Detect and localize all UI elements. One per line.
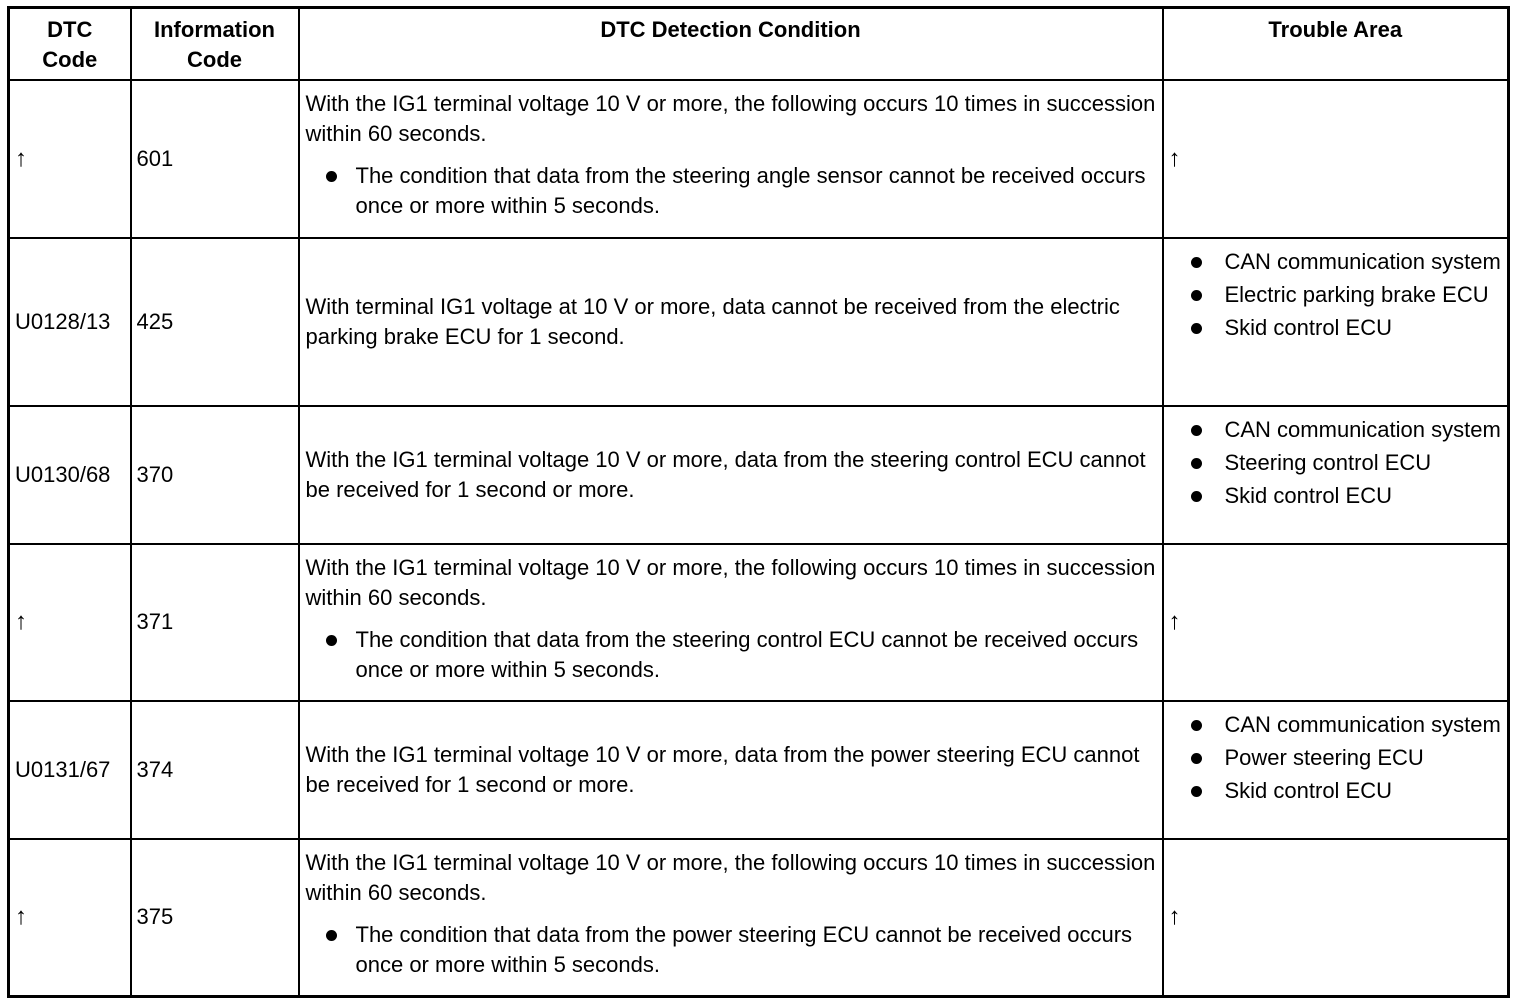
trouble-area-cell [1163,406,1509,544]
condition-text: With the IG1 terminal voltage 10 V or more, data from the power steering ECU cannot be received for 1 second or more. [305,741,1140,797]
information-code-cell: 601 [131,80,299,238]
detection-condition-cell [299,544,1163,701]
condition-text: With the IG1 terminal voltage 10 V or more, the following occurs 10 times in succession within 60 seconds. [305,90,1156,146]
dtc-code-cell: U0130/68 [9,406,131,544]
dtc-table [7,6,1510,998]
table-row [9,544,1509,701]
trouble-area-item: CAN communication system [1189,710,1503,740]
trouble-area-cell [1163,238,1509,406]
condition-bullet-list [306,625,1157,685]
dtc-table-container [7,6,1507,998]
detection-condition-cell [299,238,1163,406]
dtc-code-cell: ↑ [9,839,131,997]
trouble-area-list [1169,710,1503,806]
table-row [9,701,1509,839]
trouble-area-cell: ↑ [1163,544,1509,701]
trouble-area-cell: ↑ [1163,80,1509,238]
detection-condition-cell [299,406,1163,544]
trouble-area-item: Skid control ECU [1189,776,1503,806]
trouble-area-item: Power steering ECU [1189,743,1503,773]
trouble-area-item: Skid control ECU [1189,481,1503,511]
trouble-area-item: CAN communication system [1189,247,1503,277]
trouble-area-list [1169,415,1503,511]
dtc-code-cell: U0128/13 [9,238,131,406]
condition-text: With the IG1 terminal voltage 10 V or more, the following occurs 10 times in succession within 60 seconds. [305,849,1156,905]
trouble-area-cell: ↑ [1163,839,1509,997]
trouble-area-item: Steering control ECU [1189,448,1503,478]
table-row [9,80,1509,238]
information-code-cell: 370 [131,406,299,544]
table-row [9,839,1509,997]
detection-condition-cell [299,839,1163,997]
condition-text: With the IG1 terminal voltage 10 V or more, data from the steering control ECU cannot be received for 1 second or more. [305,446,1146,502]
condition-bullet-list [306,161,1157,221]
header-detection-condition: DTC Detection Condition [299,8,1163,80]
table-row [9,238,1509,406]
condition-bullet: The condition that data from the steering angle sensor cannot be received occurs once or more within 5 seconds. [324,161,1157,221]
condition-text: With the IG1 terminal voltage 10 V or more, the following occurs 10 times in succession within 60 seconds. [305,554,1156,610]
condition-text: With terminal IG1 voltage at 10 V or more, data cannot be received from the electric parking brake ECU for 1 second. [305,293,1120,349]
information-code-cell: 374 [131,701,299,839]
condition-bullet-list [306,920,1157,980]
information-code-cell: 375 [131,839,299,997]
dtc-code-cell: ↑ [9,80,131,238]
information-code-cell: 371 [131,544,299,701]
trouble-area-cell [1163,701,1509,839]
header-information-code: Information Code [131,8,299,80]
information-code-cell: 425 [131,238,299,406]
header-trouble-area: Trouble Area [1163,8,1509,80]
table-row [9,406,1509,544]
trouble-area-item: Skid control ECU [1189,313,1503,343]
dtc-code-cell: ↑ [9,544,131,701]
dtc-code-cell: U0131/67 [9,701,131,839]
detection-condition-cell [299,80,1163,238]
table-header-row [9,8,1509,80]
trouble-area-list [1169,247,1503,343]
condition-bullet: The condition that data from the steering control ECU cannot be received occurs once or more within 5 seconds. [324,625,1157,685]
header-dtc-code: DTC Code [9,8,131,80]
condition-bullet: The condition that data from the power steering ECU cannot be received occurs once or more within 5 seconds. [324,920,1157,980]
trouble-area-item: CAN communication system [1189,415,1503,445]
detection-condition-cell [299,701,1163,839]
trouble-area-item: Electric parking brake ECU [1189,280,1503,310]
